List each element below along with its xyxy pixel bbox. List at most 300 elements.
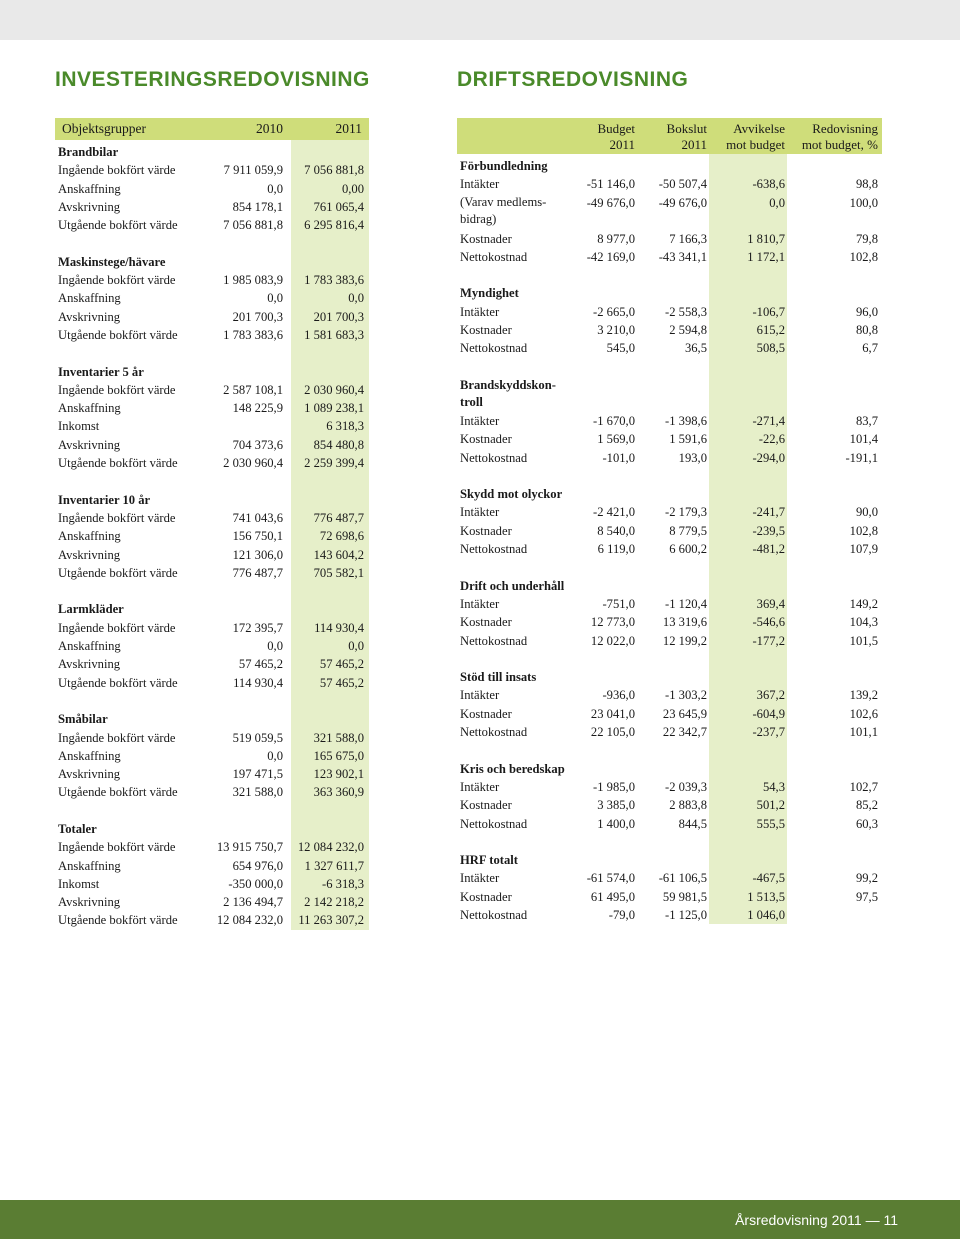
row-label: Kostnader: [460, 231, 512, 246]
value-2011: 201 700,3: [313, 309, 364, 324]
row-label: Avskrivning: [58, 437, 121, 452]
value-budget: -61 574,0: [586, 871, 635, 886]
value-redovisning: 102,8: [849, 249, 878, 264]
value-2011: 165 675,0: [313, 748, 364, 763]
table-row: [457, 339, 882, 357]
value-redovisning: 97,5: [855, 889, 878, 904]
row-label: Avskrivning: [58, 767, 121, 782]
row-label: Utgående bokfört värde: [58, 327, 178, 342]
row-label: Avskrivning: [58, 895, 121, 910]
row-label: Anskaffning: [58, 181, 121, 196]
value-2010: 197 471,5: [232, 767, 283, 782]
value-avvikelse: -604,9: [752, 706, 785, 721]
value-avvikelse: -106,7: [752, 304, 785, 319]
value-budget: -1 985,0: [593, 779, 635, 794]
row-label: Nettokostnad: [460, 907, 528, 922]
table-row: [55, 180, 369, 198]
row-label: Intäkter: [460, 596, 500, 611]
value-2010: 0,0: [267, 291, 283, 306]
investment-section-title: INVESTERINGSREDOVISNING: [55, 68, 370, 91]
value-redovisning: 102,6: [849, 706, 878, 721]
value-budget: -51 146,0: [586, 177, 635, 192]
row-label: Intäkter: [460, 871, 500, 886]
row-label: Kostnader: [460, 323, 512, 338]
value-redovisning: 83,7: [855, 413, 878, 428]
group-spacer: [457, 358, 882, 376]
value-2010: 7 056 881,8: [223, 218, 283, 233]
group-title: Brandskyddskon- troll: [460, 377, 556, 409]
group-title-row: [55, 143, 369, 161]
group-spacer: [457, 467, 882, 485]
group-title-row: [457, 485, 882, 503]
value-redovisning: 99,2: [855, 871, 878, 886]
value-budget: 12 773,0: [590, 615, 635, 630]
value-2011: 1 783 383,6: [304, 273, 364, 288]
row-label: Utgående bokfört värde: [58, 675, 178, 690]
value-2010: 1 985 083,9: [223, 273, 283, 288]
value-2010: 854 178,1: [232, 199, 283, 214]
value-2010: 156 750,1: [232, 529, 283, 544]
table-row: [55, 326, 369, 344]
value-bokslut: 1 591,6: [669, 432, 707, 447]
row-label: Nettokostnad: [460, 816, 528, 831]
value-2011: 57 465,2: [319, 675, 364, 690]
group-title: HRF totalt: [460, 853, 518, 868]
row-label: Kostnader: [460, 432, 512, 447]
table-row: [457, 449, 882, 467]
table-row: [55, 875, 369, 893]
group-title-row: [457, 668, 882, 686]
group-title-row: [457, 376, 882, 412]
row-label: Ingående bokfört värde: [58, 730, 176, 745]
group-title-row: [55, 491, 369, 509]
table-row: [457, 412, 882, 430]
table-row: [55, 216, 369, 234]
group-title-row: [457, 577, 882, 595]
header-avvikelse-line2: mot budget: [726, 137, 785, 152]
row-label: Nettokostnad: [460, 341, 528, 356]
value-2011: 321 588,0: [313, 730, 364, 745]
value-2011: -6 318,3: [322, 876, 364, 891]
table-row: [457, 540, 882, 558]
value-bokslut: 2 594,8: [669, 323, 707, 338]
value-redovisning: 107,9: [849, 542, 878, 557]
header-bokslut-line1: Bokslut: [666, 121, 707, 136]
value-budget: -751,0: [602, 596, 635, 611]
group-spacer: [55, 802, 369, 820]
row-label: Anskaffning: [58, 529, 121, 544]
value-budget: -42 169,0: [586, 249, 635, 264]
value-2011: 776 487,7: [313, 510, 364, 525]
value-2011: 114 930,4: [314, 620, 364, 635]
value-2010: 321 588,0: [232, 785, 283, 800]
value-redovisning: 90,0: [855, 505, 878, 520]
value-redovisning: 6,7: [862, 341, 878, 356]
value-redovisning: 102,8: [849, 523, 878, 538]
value-2010: 2 136 494,7: [223, 895, 283, 910]
header-budget-line2: 2011: [609, 137, 635, 152]
value-redovisning: 100,0: [849, 195, 878, 210]
table-row: [457, 522, 882, 540]
value-2010: 12 084 232,0: [216, 913, 283, 928]
value-budget: 8 977,0: [597, 231, 635, 246]
row-label: Ingående bokfört värde: [58, 620, 176, 635]
footer-text: Årsredovisning 2011 — 11: [735, 1212, 898, 1228]
group-title: Inventarier 10 år: [58, 492, 151, 507]
row-label: Anskaffning: [58, 748, 121, 763]
group-spacer: [55, 234, 369, 252]
group-title: Skydd mot olyckor: [460, 487, 563, 502]
value-bokslut: 844,5: [678, 816, 707, 831]
table-row: [457, 595, 882, 613]
value-redovisning: -191,1: [845, 450, 878, 465]
value-2010: 57 465,2: [238, 657, 283, 672]
row-label: Anskaffning: [58, 639, 121, 654]
value-bokslut: 8 779,5: [669, 523, 707, 538]
value-bokslut: -43 341,1: [658, 249, 707, 264]
row-label: Kostnader: [460, 615, 512, 630]
group-spacer: [457, 741, 882, 759]
row-label: Nettokostnad: [460, 450, 528, 465]
group-spacer: [55, 472, 369, 490]
header-redovisning-line2: mot budget, %: [801, 137, 878, 152]
group-spacer: [457, 650, 882, 668]
value-bokslut: 7 166,3: [669, 231, 707, 246]
row-label: Avskrivning: [58, 309, 121, 324]
row-label: Nettokostnad: [460, 249, 528, 264]
value-2010: 0,0: [267, 181, 283, 196]
group-title-row: [55, 363, 369, 381]
value-2010: 148 225,9: [232, 401, 283, 416]
value-bokslut: 59 981,5: [662, 889, 707, 904]
table-row: [55, 546, 369, 564]
operations-table-header: [457, 118, 882, 154]
row-label: Utgående bokfört värde: [58, 785, 178, 800]
value-redovisning: 149,2: [849, 596, 878, 611]
value-bokslut: 22 342,7: [662, 725, 707, 740]
table-row: [55, 893, 369, 911]
row-label: Utgående bokfört värde: [58, 456, 178, 471]
value-bokslut: -1 303,2: [665, 688, 707, 703]
table-row: [457, 503, 882, 521]
group-spacer: [457, 266, 882, 284]
value-2010: 0,0: [267, 639, 283, 654]
value-2011: 854 480,8: [313, 437, 364, 452]
value-avvikelse: 508,5: [756, 341, 785, 356]
row-label: (Varav medlems- bidrag): [460, 194, 547, 226]
value-avvikelse: -638,6: [752, 177, 785, 192]
table-row: [457, 632, 882, 650]
value-redovisning: 101,5: [849, 633, 878, 648]
value-2010: 201 700,3: [232, 309, 283, 324]
value-2011: 12 084 232,0: [297, 840, 364, 855]
value-2011: 11 263 307,2: [298, 913, 364, 928]
table-row: [55, 729, 369, 747]
group-title-row: [55, 710, 369, 728]
value-avvikelse: 54,3: [762, 779, 785, 794]
value-bokslut: 12 199,2: [662, 633, 707, 648]
value-bokslut: 6 600,2: [669, 542, 707, 557]
investment-table: [55, 118, 369, 930]
value-2011: 705 582,1: [313, 565, 364, 580]
row-label: Anskaffning: [58, 401, 121, 416]
table-row: [457, 613, 882, 631]
value-avvikelse: -241,7: [752, 505, 785, 520]
value-2011: 57 465,2: [319, 657, 364, 672]
table-row: [55, 838, 369, 856]
table-row: [457, 430, 882, 448]
header-year-2011: 2011: [335, 121, 362, 136]
value-bokslut: -61 106,5: [658, 871, 707, 886]
row-label: Utgående bokfört värde: [58, 218, 178, 233]
group-title-row: [55, 600, 369, 618]
row-label: Utgående bokfört värde: [58, 913, 178, 928]
value-budget: 22 105,0: [590, 725, 635, 740]
value-avvikelse: 1 046,0: [747, 907, 785, 922]
table-row: [55, 674, 369, 692]
table-row: [457, 321, 882, 339]
group-title: Larmkläder: [58, 602, 124, 617]
top-band: [0, 0, 960, 40]
table-row: [457, 778, 882, 796]
table-row: [55, 783, 369, 801]
row-label: Ingående bokfört värde: [58, 840, 176, 855]
header-budget-line1: Budget: [597, 121, 635, 136]
value-redovisning: 104,3: [849, 615, 878, 630]
value-avvikelse: -177,2: [752, 633, 785, 648]
value-budget: -2 421,0: [593, 505, 635, 520]
value-2010: 114 930,4: [233, 675, 283, 690]
table-row: [55, 381, 369, 399]
value-avvikelse: -271,4: [752, 413, 785, 428]
row-label: Intäkter: [460, 688, 500, 703]
value-2011: 2 030 960,4: [304, 382, 364, 397]
value-redovisning: 85,2: [855, 798, 878, 813]
value-2011: 143 604,2: [313, 547, 364, 562]
row-label: Kostnader: [460, 798, 512, 813]
row-label: Intäkter: [460, 177, 500, 192]
row-label: Inkomst: [58, 876, 100, 891]
table-row: [457, 815, 882, 833]
row-label: Nettokostnad: [460, 725, 528, 740]
value-redovisning: 79,8: [855, 231, 878, 246]
group-title-row: [457, 760, 882, 778]
table-row: [457, 175, 882, 193]
value-budget: 12 022,0: [590, 633, 635, 648]
header-bokslut-line2: 2011: [681, 137, 707, 152]
value-bokslut: 13 319,6: [662, 615, 707, 630]
table-row: [55, 417, 369, 435]
value-bokslut: -2 039,3: [665, 779, 707, 794]
row-label: Ingående bokfört värde: [58, 273, 176, 288]
group-title: Brandbilar: [58, 145, 119, 159]
value-redovisning: 101,1: [849, 725, 878, 740]
value-redovisning: 102,7: [849, 779, 878, 794]
table-row: [457, 888, 882, 906]
value-2011: 1 327 611,7: [304, 858, 364, 873]
header-redovisning: [802, 121, 878, 153]
group-title: Förbundledning: [460, 159, 548, 173]
value-budget: 3 210,0: [597, 323, 635, 338]
value-2011: 2 142 218,2: [304, 895, 364, 910]
value-bokslut: -2 179,3: [665, 505, 707, 520]
header-bokslut: [667, 121, 707, 153]
header-redovisning-line1: Redovisning: [812, 121, 878, 136]
group-title-row: [457, 157, 882, 175]
value-avvikelse: 0,0: [769, 195, 785, 210]
value-budget: -79,0: [608, 907, 635, 922]
row-label: Intäkter: [460, 779, 500, 794]
value-redovisning: 80,8: [855, 323, 878, 338]
table-row: [55, 308, 369, 326]
value-bokslut: -2 558,3: [665, 304, 707, 319]
table-row: [55, 765, 369, 783]
value-avvikelse: -481,2: [752, 542, 785, 557]
table-row: [55, 271, 369, 289]
group-title: Kris och beredskap: [460, 761, 565, 776]
value-2010: 172 395,7: [232, 620, 283, 635]
table-row: [55, 637, 369, 655]
value-bokslut: -1 125,0: [665, 907, 707, 922]
value-budget: 1 400,0: [597, 816, 635, 831]
value-bokslut: -1 398,6: [665, 413, 707, 428]
table-row: [55, 509, 369, 527]
value-2011: 363 360,9: [313, 785, 364, 800]
row-label: Intäkter: [460, 304, 500, 319]
value-2011: 6 318,3: [326, 419, 364, 434]
value-bokslut: 23 645,9: [662, 706, 707, 721]
table-row: [457, 686, 882, 704]
row-label: Kostnader: [460, 889, 512, 904]
value-2011: 6 295 816,4: [304, 218, 364, 233]
row-label: Nettokostnad: [460, 633, 528, 648]
group-spacer: [55, 344, 369, 362]
table-row: [457, 248, 882, 266]
row-label: Ingående bokfört värde: [58, 510, 176, 525]
value-budget: 23 041,0: [590, 706, 635, 721]
table-row: [55, 161, 369, 179]
value-avvikelse: -237,7: [752, 725, 785, 740]
value-2011: 72 698,6: [319, 529, 364, 544]
value-2010: -350 000,0: [228, 876, 283, 891]
table-row: [55, 399, 369, 417]
row-label: Intäkter: [460, 413, 500, 428]
header-avvikelse-line1: Avvikelse: [733, 121, 785, 136]
value-bokslut: -49 676,0: [658, 195, 707, 210]
group-title: Myndighet: [460, 286, 519, 301]
row-label: Utgående bokfört värde: [58, 565, 178, 580]
row-label: Anskaffning: [58, 291, 121, 306]
investment-table-header: [55, 118, 369, 140]
value-avvikelse: 369,4: [756, 596, 785, 611]
table-row: [55, 454, 369, 472]
value-avvikelse: -294,0: [752, 450, 785, 465]
value-redovisning: 98,8: [855, 177, 878, 192]
group-spacer: [55, 582, 369, 600]
value-budget: 545,0: [606, 341, 635, 356]
value-2010: 1 783 383,6: [223, 327, 283, 342]
value-2010: 121 306,0: [232, 547, 283, 562]
value-redovisning: 139,2: [849, 688, 878, 703]
value-budget: -49 676,0: [586, 195, 635, 210]
value-2010: 654 976,0: [232, 858, 283, 873]
value-bokslut: -1 120,4: [665, 596, 707, 611]
value-avvikelse: 501,2: [756, 798, 785, 813]
group-title: Inventarier 5 år: [58, 364, 144, 379]
value-2011: 0,0: [348, 639, 364, 654]
row-label: Kostnader: [460, 523, 512, 538]
value-budget: 6 119,0: [597, 542, 635, 557]
value-2011: 0,00: [341, 181, 364, 196]
table-row: [55, 619, 369, 637]
table-row: [457, 230, 882, 248]
group-title: Totaler: [58, 821, 97, 836]
table-row: [55, 436, 369, 454]
table-row: [457, 194, 882, 230]
value-avvikelse: 555,5: [756, 816, 785, 831]
value-2011: 761 065,4: [313, 199, 364, 214]
group-title: Stöd till insats: [460, 670, 537, 685]
value-2011: 2 259 399,4: [304, 456, 364, 471]
table-row: [55, 857, 369, 875]
row-label: Avskrivning: [58, 657, 121, 672]
row-label: Nettokostnad: [460, 542, 528, 557]
value-budget: -101,0: [602, 450, 635, 465]
value-2011: 0,0: [348, 291, 364, 306]
table-row: [55, 747, 369, 765]
value-avvikelse: -546,6: [752, 615, 785, 630]
value-avvikelse: 367,2: [756, 688, 785, 703]
header-budget: [597, 121, 635, 153]
group-title-row: [55, 820, 369, 838]
value-bokslut: -50 507,4: [658, 177, 707, 192]
group-spacer: [457, 833, 882, 851]
value-2010: 13 915 750,7: [216, 840, 283, 855]
row-label: Inkomst: [58, 419, 100, 434]
value-redovisning: 96,0: [855, 304, 878, 319]
header-avvikelse: [726, 121, 785, 153]
row-label: Anskaffning: [58, 858, 121, 873]
header-label: Objektsgrupper: [62, 121, 146, 136]
value-2010: 2 587 108,1: [223, 382, 283, 397]
group-title-row: [55, 253, 369, 271]
value-redovisning: 60,3: [855, 816, 878, 831]
value-avvikelse: 615,2: [756, 323, 785, 338]
table-row: [55, 289, 369, 307]
value-budget: 1 569,0: [597, 432, 635, 447]
value-2011: 1 089 238,1: [304, 401, 364, 416]
table-row: [457, 796, 882, 814]
value-avvikelse: -467,5: [752, 871, 785, 886]
group-title: Drift och underhåll: [460, 578, 565, 593]
value-2010: 7 911 059,9: [223, 163, 283, 178]
table-row: [55, 198, 369, 216]
value-budget: 3 385,0: [597, 798, 635, 813]
value-avvikelse: -22,6: [758, 432, 785, 447]
value-budget: 8 540,0: [597, 523, 635, 538]
header-year-2010: 2010: [256, 121, 283, 136]
value-2010: 0,0: [267, 748, 283, 763]
value-bokslut: 36,5: [684, 341, 707, 356]
row-label: Kostnader: [460, 706, 512, 721]
value-avvikelse: -239,5: [752, 523, 785, 538]
value-avvikelse: 1 513,5: [747, 889, 785, 904]
value-2010: 741 043,6: [232, 510, 283, 525]
value-2010: 704 373,6: [232, 437, 283, 452]
table-row: [457, 906, 882, 924]
value-budget: -936,0: [602, 688, 635, 703]
value-2010: 2 030 960,4: [223, 456, 283, 471]
